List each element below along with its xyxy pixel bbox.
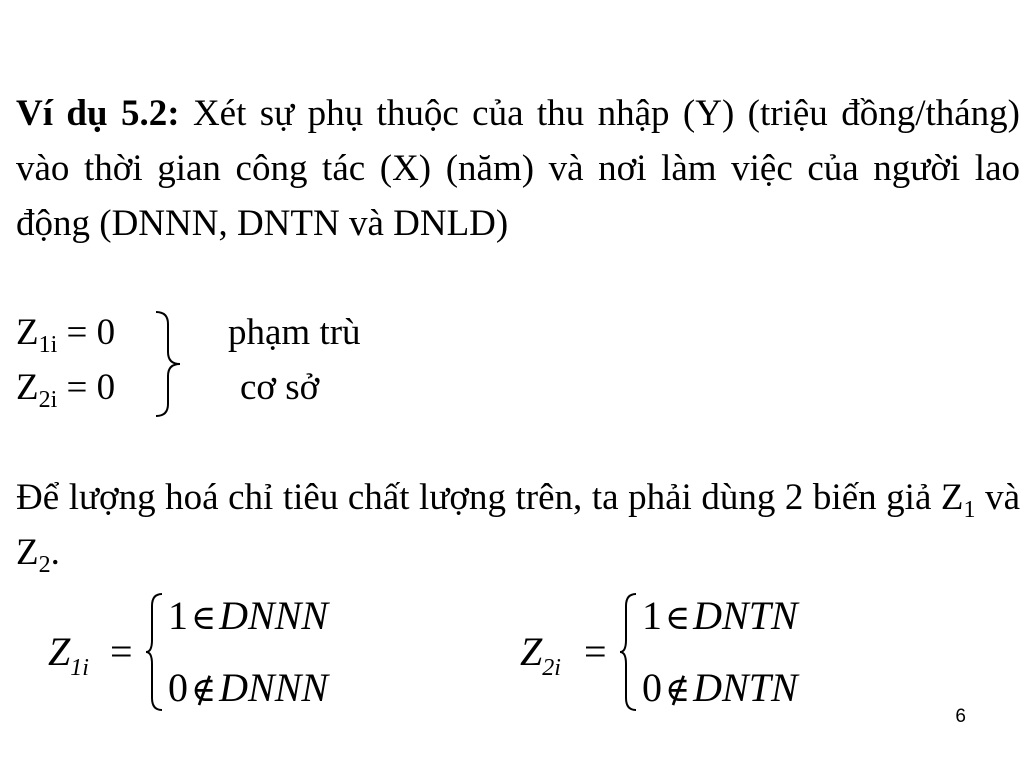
- eq2-case-member: [642, 592, 798, 639]
- eq2-equals: =: [584, 629, 607, 674]
- eq1-case2-value: 0: [168, 665, 188, 710]
- z1-var: Z: [16, 312, 39, 353]
- quantify-sub1: 1: [963, 497, 976, 523]
- element-of-icon: ∈: [665, 598, 691, 638]
- right-brace-icon: [150, 308, 186, 420]
- eq1-left-brace-icon: [144, 592, 166, 712]
- eq2-subscript: 2i: [542, 655, 561, 681]
- eq1-case2-set: DNNN: [219, 665, 329, 710]
- eq2-left-brace-icon: [618, 592, 640, 712]
- eq2-case2-set: DNTN: [693, 665, 798, 710]
- quantify-paragraph: [16, 470, 1020, 580]
- z2-subscript: 2i: [38, 387, 58, 413]
- label-base: cơ sở: [240, 367, 320, 408]
- eq1-subscript: 1i: [70, 655, 89, 681]
- equation-z2: [520, 590, 850, 720]
- eq1-case-nonmember: [168, 664, 328, 711]
- eq2-case2-value: 0: [642, 665, 662, 710]
- eq1-equals: =: [110, 629, 133, 674]
- eq2-case1-value: 1: [642, 593, 662, 638]
- eq1-case1-value: 1: [168, 593, 188, 638]
- example-label: Ví dụ 5.2:: [16, 93, 180, 134]
- z1-subscript: 1i: [38, 332, 58, 358]
- eq1-case1-set: DNNN: [219, 593, 329, 638]
- eq2-case1-set: DNTN: [693, 593, 798, 638]
- not-element-of-icon: ∉: [665, 670, 691, 710]
- label-category: phạm trù: [228, 312, 361, 353]
- z2-equals-zero: = 0: [57, 367, 116, 408]
- eq1-var: Z: [48, 629, 71, 674]
- quantify-mid: và Z: [16, 477, 1020, 573]
- equation-z1: [48, 590, 378, 720]
- eq1-lhs: [48, 628, 89, 681]
- element-of-icon: ∈: [191, 598, 217, 638]
- eq2-case-nonmember: [642, 664, 798, 711]
- page-number: 6: [955, 706, 966, 727]
- eq2-var: Z: [520, 629, 543, 674]
- z2-var: Z: [16, 367, 39, 408]
- example-text: Xét sự phụ thuộc của thu nhập (Y) (triệu đồng/tháng) vào thời gian công tác (X) (năm) và nơi làm việc của người lao động (DNNN, DNTN và DNLD): [16, 93, 1020, 244]
- eq1-case-member: [168, 592, 328, 639]
- z1-equals-zero: = 0: [57, 312, 116, 353]
- quantify-sub2: 2: [38, 552, 51, 578]
- not-element-of-icon: ∉: [191, 670, 217, 710]
- quantify-text: Để lượng hoá chỉ tiêu chất lượng trên, ta phải dùng 2 biến giả Z: [16, 477, 964, 518]
- z1-zero-line: [16, 311, 116, 358]
- eq2-lhs: [520, 628, 561, 681]
- quantify-end: .: [50, 532, 60, 573]
- example-paragraph: [16, 86, 1020, 251]
- z2-zero-line: [16, 366, 116, 413]
